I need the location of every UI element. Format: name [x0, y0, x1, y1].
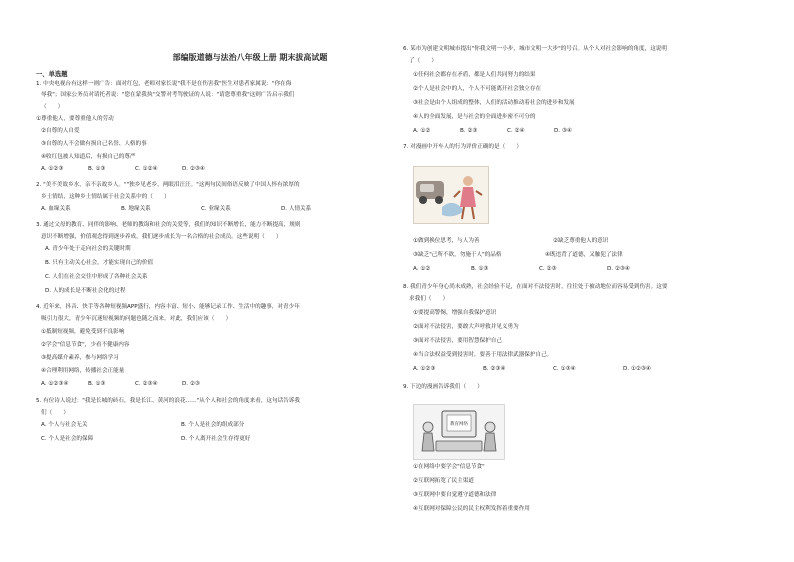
q4-item-2: ②学会"信息节食"，少看不健康内容: [41, 342, 130, 348]
q1-option-d[interactable]: D. ②③④: [182, 166, 205, 172]
q5-option-b[interactable]: B. 个人是社会的组成部分: [181, 422, 245, 428]
person-head: [485, 422, 495, 432]
pedestrian-head: [463, 176, 473, 186]
q4-line-2: 吸引力很大，青少年沉迷短视频的问题也随之而来。对此，我们应该（ ）: [41, 316, 232, 322]
pedestrian-legs: [462, 207, 474, 219]
q8-item-2: ②面对不法侵害，要敢大声呼救并见义勇为: [413, 324, 519, 330]
q6-option-c[interactable]: C. ②④: [507, 128, 525, 134]
q5-options-row-2: [41, 436, 321, 442]
q7-line-1: 7. 对漫画中开车人的行为评价正确的是（ ）: [403, 144, 522, 150]
q8-item-1: ①要提高警惕，增强自我保护意识: [413, 310, 497, 316]
q4-item-4: ④合理利用网络，传播社会正能量: [41, 368, 125, 374]
q3-option-a[interactable]: A. 青少年处于走向社会的关键时期: [45, 246, 131, 252]
q1-option-c[interactable]: C. ①②④: [135, 166, 158, 172]
person-head: [423, 422, 433, 432]
q6-option-a[interactable]: A. ①②: [413, 128, 431, 134]
q7-option-d[interactable]: D. ②③④: [607, 266, 630, 272]
q5-option-d[interactable]: D. 个人离开社会生存得更好: [181, 436, 251, 442]
q8-option-a[interactable]: A. ①②③: [413, 366, 436, 372]
q8-line-1: 8. 我们青少年身心尚未成熟，社会经验不足，在面对不法侵害时，往往处于被动地位而容易受到伤害。这要: [403, 284, 668, 290]
q6-line-1: 6. 某市为创建文明城市提出"你我文明一小步，城市文明一大步"的号召。从个人对社会影响的角度，这说明: [403, 46, 667, 52]
car-window: [420, 184, 434, 192]
q5-options-row-1: [41, 422, 321, 428]
q9-line-1: 9. 下边的漫画告诉我们（ ）: [403, 384, 483, 390]
q6-line-2: 了（ ）: [409, 58, 437, 64]
q7-item-1: ①做到换位思考，与人为善: [413, 238, 480, 244]
q3-option-c[interactable]: C. 人们在社会交往中形成了各种社会关系: [45, 274, 148, 280]
q1-paren: （ ）: [41, 104, 64, 110]
q4-option-c[interactable]: C. ②③④: [135, 381, 158, 387]
q1-option-b[interactable]: B. ①③: [88, 166, 106, 172]
q4-option-b[interactable]: B. ①③: [88, 381, 106, 387]
q9-item-4: ④互联网对保障公民的民主权利发挥着重要作用: [413, 506, 530, 512]
q7-options: [413, 266, 630, 272]
q4-item-1: ①抵制短视频，避免受到不良影响: [41, 329, 125, 335]
q7-option-b[interactable]: B. ①③: [471, 266, 489, 272]
q2-option-b[interactable]: B. 地缘关系: [121, 206, 151, 212]
q4-option-a[interactable]: A. ①②③④: [41, 381, 69, 387]
q5-line-1: 5. 有位诗人说过："我是长城的砖石，我是长江、黄河的浪花……"从个人和社会的角度来看，这句话告诉我: [36, 398, 300, 404]
q3-option-b[interactable]: B. 只有主动关心社会，才能实现自己的价值: [45, 260, 154, 266]
q1-option-a[interactable]: A. ①②③: [41, 166, 64, 172]
q4-line-1: 4. 近年来，抖音、快手等各种短视频APP盛行，内容丰富、短小、能够记录工作、生活中的趣事，对青少年: [36, 304, 300, 310]
q7-item-4: ④既违背了道德，又触犯了法律: [545, 252, 623, 258]
q9-item-1: ①在网络中要学会"信息节食": [413, 464, 485, 470]
q2-line-2: 乡土情结，这种乡土情结属于社会关系中的（ ）: [41, 194, 170, 200]
q3-line-2: 意识不断增强，价值观念得到逐步养成，我们逐步成长为一名合格的社会成员。这些说明（ ）: [41, 234, 282, 240]
q1-item-4: ④收红包被人知道后，有损自己的尊严: [41, 154, 136, 160]
q6-item-1: ①任何社会都存在矛盾，都是人们共同努力的结果: [413, 72, 536, 78]
q7-item-3: ③缺乏"己所不欲，勿施于人"的品格: [413, 252, 502, 258]
q1-options: [41, 166, 229, 172]
car-splash-illustration: [414, 167, 488, 223]
person-body: [484, 433, 496, 451]
q7-option-a[interactable]: A. ①②: [413, 266, 431, 272]
car-splash-cartoon: [413, 166, 489, 224]
pedestrian-dress: [460, 187, 476, 207]
q3-line-1: 3. 通过父母的教育、同伴的影响、老师的教诲和社会的关爱等，我们的知识不断增长，能力不断提高，规则: [36, 222, 301, 228]
q7-item-2: ②缺乏尊重他人的意识: [553, 238, 609, 244]
q8-options: [413, 366, 651, 372]
q1-item-3: ③自尊的人不会做有损自己名誉、人格的事: [41, 141, 147, 147]
q8-option-d[interactable]: D. ①②③④: [623, 366, 651, 372]
q2-line-1: 2. "美不美故乡水，亲不亲故乡人。""独乡见老乡，两眼泪汪汪。"这两句民间俗语反映了中国人怀有浓厚的: [36, 182, 300, 188]
q4-options: [41, 381, 229, 387]
q7-option-c[interactable]: C. ②③: [539, 266, 557, 272]
q8-item-4: ④当合法权益受到侵害时，要善于用法律武器保护自己。: [413, 352, 553, 358]
section-heading: 一、单选题: [36, 71, 68, 78]
q5-option-c[interactable]: C. 个人是社会的保障: [41, 436, 94, 442]
q9-item-3: ③互联网中要自觉遵守道德和法律: [413, 492, 497, 498]
page-title: 部编版道德与法治八年级上册 期末拔高试题: [172, 53, 328, 62]
computer-illustration: [414, 405, 504, 459]
q9-item-2: ②互联网拓宽了民主渠道: [413, 478, 474, 484]
q6-item-4: ④人的全面发展，是与社会的全面进步密不可分的: [413, 114, 536, 120]
car-wheel: [435, 196, 443, 204]
q1-line-1: 1. 中央电视台有这样一则广告：面对红包，老师对家长说"我不是在伤害我"医生对患者家属说："你在侮: [36, 81, 292, 87]
q8-option-b[interactable]: B. ②③④: [483, 366, 506, 372]
q2-options: [41, 206, 341, 212]
q4-option-d[interactable]: D. ②③: [182, 381, 200, 387]
q8-option-c[interactable]: C. ①③④: [553, 366, 576, 372]
q1-item-1: ①尊重他人，要尊重他人的劳动: [36, 116, 114, 122]
monitor-screen-text: 教育网络: [450, 422, 468, 427]
computer-cartoon: [413, 404, 505, 460]
q6-option-d[interactable]: D. ③④: [554, 128, 572, 134]
q6-item-2: ②个人是社会中的人，个人不可能离开社会独立存在: [413, 86, 542, 92]
q1-line-2: 辱我"；国家公务员对请托者说："您在蒙我执"交警对考驾驶证的人说："请您尊重我"这则广告启示我们: [41, 92, 295, 98]
person-body: [422, 433, 434, 451]
q6-option-b[interactable]: B. ②③: [460, 128, 478, 134]
q6-item-3: ③社会是由个人组成的整体，人们的活动推动着社会的进步和发展: [413, 100, 575, 106]
q6-options: [413, 128, 601, 134]
keyboard: [436, 441, 482, 451]
q2-option-d[interactable]: D. 人情关系: [281, 206, 312, 212]
q5-line-2: 们（ ）: [41, 410, 69, 416]
q8-line-2: 求我们（ ）: [409, 296, 449, 302]
q3-option-d[interactable]: D. 人的成长是不断社会化的过程: [45, 288, 126, 294]
q5-option-a[interactable]: A. 个人与社会无关: [41, 422, 88, 428]
q1-item-2: ②自尊的人自爱: [41, 128, 80, 134]
q2-option-a[interactable]: A. 血缘关系: [41, 206, 71, 212]
q2-option-c[interactable]: C. 业缘关系: [201, 206, 231, 212]
q4-item-3: ③提高媒介素养，参与网络学习: [41, 355, 119, 361]
q8-item-3: ③面对不法侵害，要用智慧保护自己: [413, 338, 502, 344]
car-wheel: [419, 196, 427, 204]
